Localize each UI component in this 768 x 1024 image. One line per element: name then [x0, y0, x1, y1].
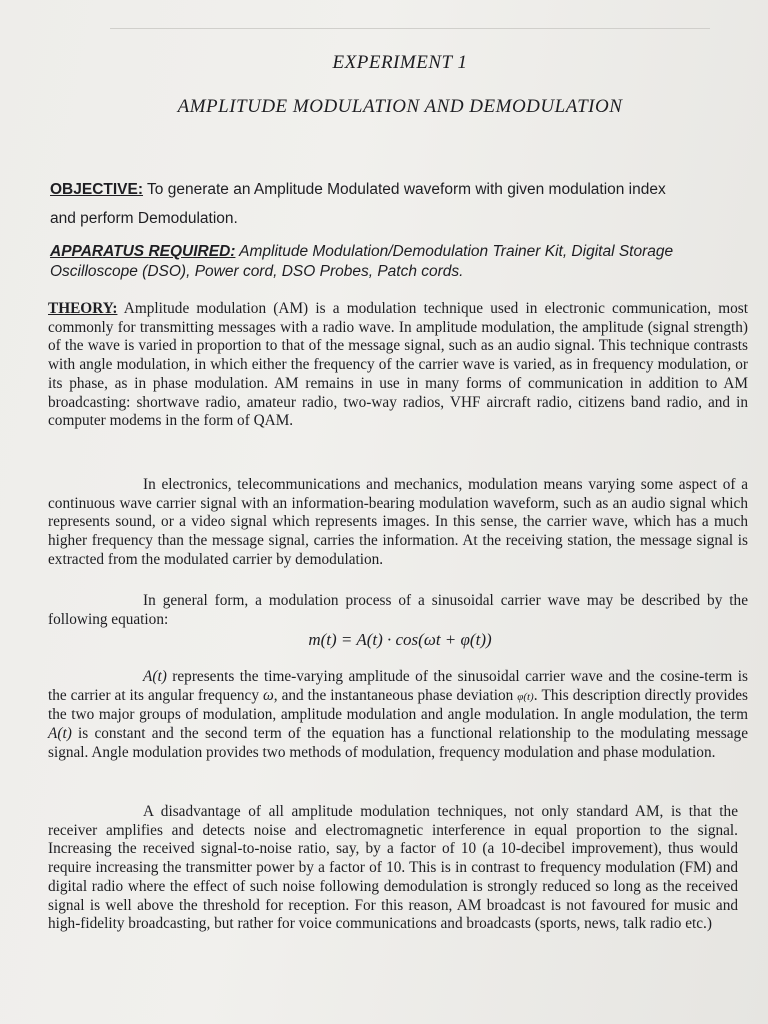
objective-text-1: To generate an Amplitude Modulated waveform with given modulation index: [143, 181, 666, 198]
theory-p2-text: In electronics, telecommunications and mechanics, modulation means varying some aspect of a continuous wave carrier signal with an information-bearing modulation waveform, such as an audio signal which represents sound, or a video signal which represents images. In this sense, the carrier wave, which has a much higher frequency than the message signal, carries the information. At the receiving station, the message signal is extracted from the modulated carrier by demodulation.: [48, 476, 748, 568]
apparatus-text: Amplitude Modulation/Demodulation Trainer Kit, Digital Storage Oscilloscope (DSO), Power cord, DSO Probes, Patch cords.: [50, 243, 674, 280]
apparatus-label: APPARATUS REQUIRED:: [50, 243, 236, 260]
theory-paragraph-1: [48, 300, 748, 431]
theory-p4-part-c: . This description directly provides the two major groups of modulation, amplitude modulation and angle modulation. In angle modulation, the term: [48, 686, 749, 724]
modulation-equation: m(t) = A(t) · cos(ωt + φ(t)): [308, 630, 492, 649]
theory-paragraph-5: [48, 803, 738, 934]
objective-line-2: and perform Demodulation.: [50, 210, 238, 227]
amplitude-term: A(t): [143, 668, 167, 685]
theory-p1-text: Amplitude modulation (AM) is a modulation technique used in electronic communication, most commonly for transmitting messages with a radio wave. In amplitude modulation, the amplitude (signal strength) of the wave is varied in proportion to that of the message signal, such as an audio signal. This technique contrasts with angle modulation, in which either the frequency of the carrier wave is varied, as in frequency modulation, or its phase, as in phase modulation. AM remains in use in many forms of communication in addition to AM broadcasting: shortwave radio, amateur radio, two-way radios, VHF aircraft radio, citizens band radio, and in computer modems in the form of QAM.: [48, 300, 748, 430]
theory-paragraph-2: [48, 476, 748, 570]
theory-paragraph-3: [48, 592, 748, 629]
theory-p4-part-b: , and the instantaneous phase deviation: [273, 686, 518, 704]
theory-p4-part-a: represents the time-varying amplitude of the sinusoidal carrier wave and the cosine-term is the carrier at its angular frequency: [48, 668, 748, 704]
experiment-number: EXPERIMENT 1: [332, 52, 468, 73]
theory-p4-part-d: is constant and the second term of the equation has a functional relationship to the modulating message signal. Angle modulation provides two methods of modulation, frequency modulation and phase modulation.: [48, 725, 748, 761]
omega-symbol: ω: [262, 686, 274, 704]
theory-p3-text: In general form, a modulation process of a sinusoidal carrier wave may be described by the following equation:: [48, 592, 748, 628]
amplitude-term-2: A(t): [48, 725, 72, 743]
top-rule: [110, 28, 710, 29]
theory-label: THEORY:: [48, 300, 118, 317]
theory-p5-text: A disadvantage of all amplitude modulation techniques, not only standard AM, is that the receiver amplifies and detects noise and electromagnetic interference in equal proportion to the signal. Increasing the received signal-to-noise ratio, say, by a factor of 10 (a 10-decibel improvement), thus would require increasing the transmitter power by a factor of 10. This is in contrast to frequency modulation (FM) and digital radio where the effect of such noise following demodulation is strongly reduced so long as the received signal is well above the threshold for reception. For this reason, AM broadcast is not favoured for music and high-fidelity broadcasting, but rather for voice communications and broadcasts (sports, news, talk radio etc.): [48, 803, 738, 933]
phi-symbol: φ(t): [517, 690, 534, 703]
objective-line-1: [50, 180, 740, 199]
objective-label: OBJECTIVE:: [50, 181, 144, 198]
apparatus-section: [50, 242, 750, 281]
experiment-title: AMPLITUDE MODULATION AND DEMODULATION: [177, 96, 623, 117]
theory-paragraph-4: [48, 668, 748, 763]
